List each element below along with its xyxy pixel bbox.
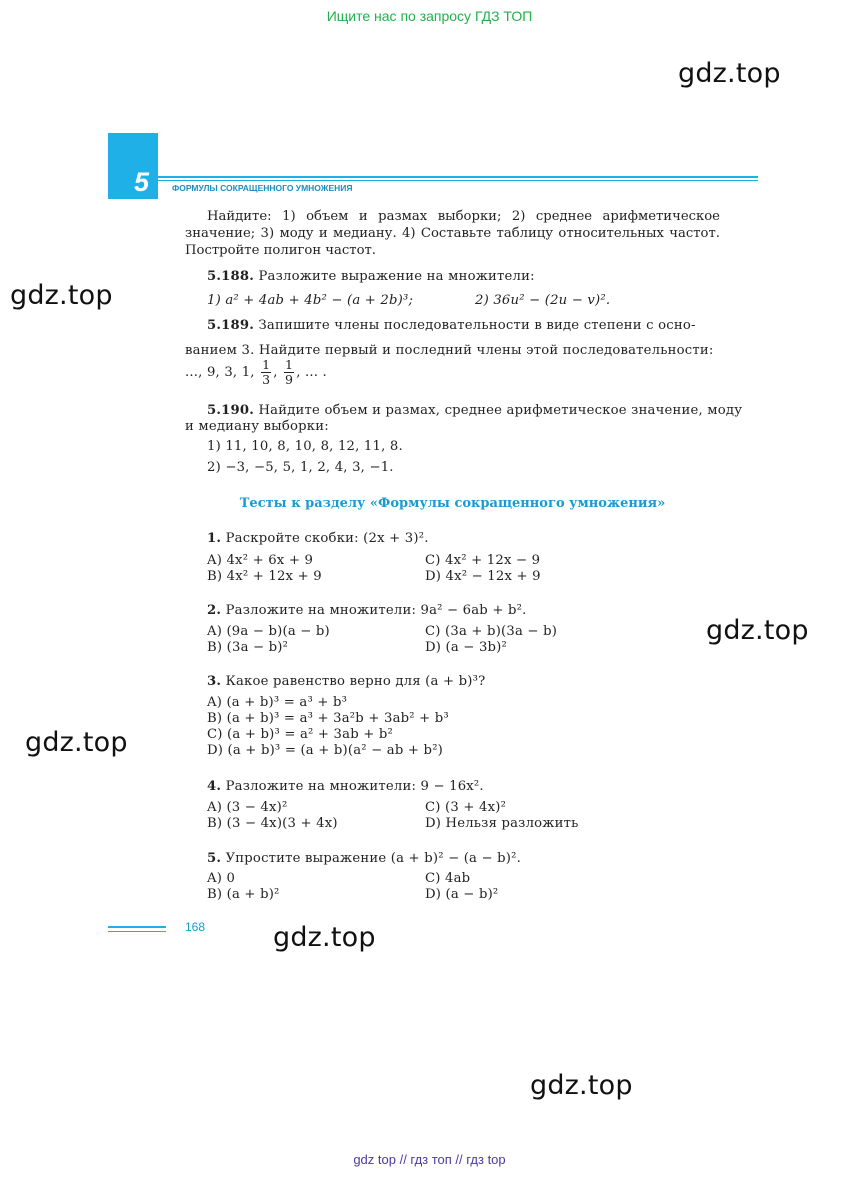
watermark: gdz.top [273, 922, 376, 953]
answer-option-d: D) (a − 3b)² [425, 640, 508, 655]
answer-option-b: B) (3 − 4x)(3 + 4x) [207, 816, 338, 831]
sequence-start: ..., 9, 3, 1, [185, 365, 260, 380]
test-text: Раскройте скобки: (2x + 3)². [221, 531, 429, 546]
answer-option-c: C) (3a + b)(3a − b) [425, 624, 558, 639]
sequence-end: , ... . [296, 365, 327, 380]
exercise-item: 2) −3, −5, 5, 1, 2, 4, 3, −1. [207, 460, 394, 475]
answer-option-c: C) (a + b)³ = a² + 3ab + b² [207, 727, 394, 742]
fraction [284, 358, 294, 387]
test-text: Упростите выражение (a + b)² − (a − b)². [221, 851, 522, 866]
test-text: Разложите на множители: 9a² − 6ab + b². [221, 603, 527, 618]
footer-rule [108, 931, 166, 932]
exercise-item: 2) 36u² − (2u − v)². [475, 293, 611, 308]
exercise-text: ванием 3. Найдите первый и последний члены этой последовательности: [185, 343, 714, 358]
header-rule [158, 176, 758, 178]
answer-option-c: C) (3 + 4x)² [425, 800, 507, 815]
test-number: 1. [207, 531, 222, 546]
tests-section-title: Тесты к разделу «Формулы сокращенного умножения» [239, 496, 666, 511]
answer-option-b: B) (a + b)³ = a³ + 3a²b + 3ab² + b³ [207, 711, 449, 726]
fraction-denominator: 3 [262, 372, 271, 387]
exercise-item: 1) 11, 10, 8, 10, 8, 12, 11, 8. [207, 439, 403, 454]
intro-paragraph: Найдите: 1) объем и размах выборки; 2) среднее арифметическое значение; 3) моду и медиану. 4) Составьте таблицу относительных частот. Постройте полигон частот. [185, 209, 720, 258]
answer-option-a: A) 4x² + 6x + 9 [207, 553, 314, 568]
exercise-5-189 [207, 317, 696, 334]
fraction-denominator: 9 [285, 372, 294, 387]
fraction-numerator: 1 [285, 357, 294, 372]
exercise-item: 1) a² + 4ab + 4b² − (a + 2b)³; [207, 293, 414, 308]
exercise-text: и медиану выборки: [185, 419, 329, 434]
test-question-3 [207, 673, 485, 690]
answer-option-d: D) Нельзя разложить [425, 816, 579, 831]
watermark: gdz.top [10, 280, 113, 311]
watermark: gdz.top [530, 1070, 633, 1101]
answer-option-a: A) (a + b)³ = a³ + b³ [207, 695, 348, 710]
sequence: ..., 9, 3, 1, $\frac{1}{3}$ , $\frac{1}{9}$ , ... . [185, 357, 327, 387]
search-hint-link[interactable]: Ищите нас по запросу ГДЗ ТОП [326, 8, 533, 24]
test-question-5 [207, 850, 521, 867]
test-question-2 [207, 602, 527, 619]
watermark: gdz.top [25, 727, 128, 758]
answer-option-c: C) 4ab [425, 871, 471, 886]
test-text: Разложите на множители: 9 − 16x². [221, 779, 484, 794]
answer-option-d: D) (a + b)³ = (a + b)(a² − ab + b²) [207, 743, 444, 758]
fraction-numerator: 1 [262, 357, 271, 372]
answer-option-d: D) (a − b)² [425, 887, 499, 902]
answer-option-a: A) (3 − 4x)² [207, 800, 288, 815]
test-question-1 [207, 530, 429, 547]
chapter-number: 5 [134, 167, 150, 197]
exercise-number: 5.188. [207, 269, 255, 284]
test-text: Какое равенство верно для (a + b)³? [221, 674, 486, 689]
answer-option-c: C) 4x² + 12x − 9 [425, 553, 541, 568]
exercise-text: Найдите объем и размах, среднее арифметическое значение, моду [254, 403, 743, 418]
answer-option-a: A) 0 [207, 871, 236, 886]
answer-option-a: A) (9a − b)(a − b) [207, 624, 330, 639]
test-number: 2. [207, 603, 222, 618]
answer-option-b: B) (a + b)² [207, 887, 280, 902]
exercise-text: Разложите выражение на множители: [254, 269, 535, 284]
chapter-badge [108, 133, 158, 199]
exercise-text: Запишите члены последовательности в виде степени с осно- [254, 318, 696, 333]
footer-rule [108, 926, 166, 928]
answer-option-b: B) 4x² + 12x + 9 [207, 569, 322, 584]
answer-option-b: B) (3a − b)² [207, 640, 289, 655]
exercise-number: 5.189. [207, 318, 255, 333]
test-number: 4. [207, 779, 222, 794]
exercise-5-190 [207, 402, 742, 419]
header-rule [158, 180, 758, 181]
page-number: 168 [185, 920, 206, 934]
chapter-title: ФОРМУЛЫ СОКРАЩЕННОГО УМНОЖЕНИЯ [172, 183, 353, 193]
exercise-number: 5.190. [207, 403, 255, 418]
test-number: 5. [207, 851, 222, 866]
exercise-5-188 [207, 268, 535, 285]
test-question-4 [207, 778, 484, 795]
answer-option-d: D) 4x² − 12x + 9 [425, 569, 541, 584]
test-number: 3. [207, 674, 222, 689]
fraction [261, 358, 271, 387]
watermark: gdz.top [678, 58, 781, 89]
watermark: gdz.top [706, 615, 809, 646]
bottom-links[interactable]: gdz top // гдз топ // гдз top [353, 1152, 506, 1167]
